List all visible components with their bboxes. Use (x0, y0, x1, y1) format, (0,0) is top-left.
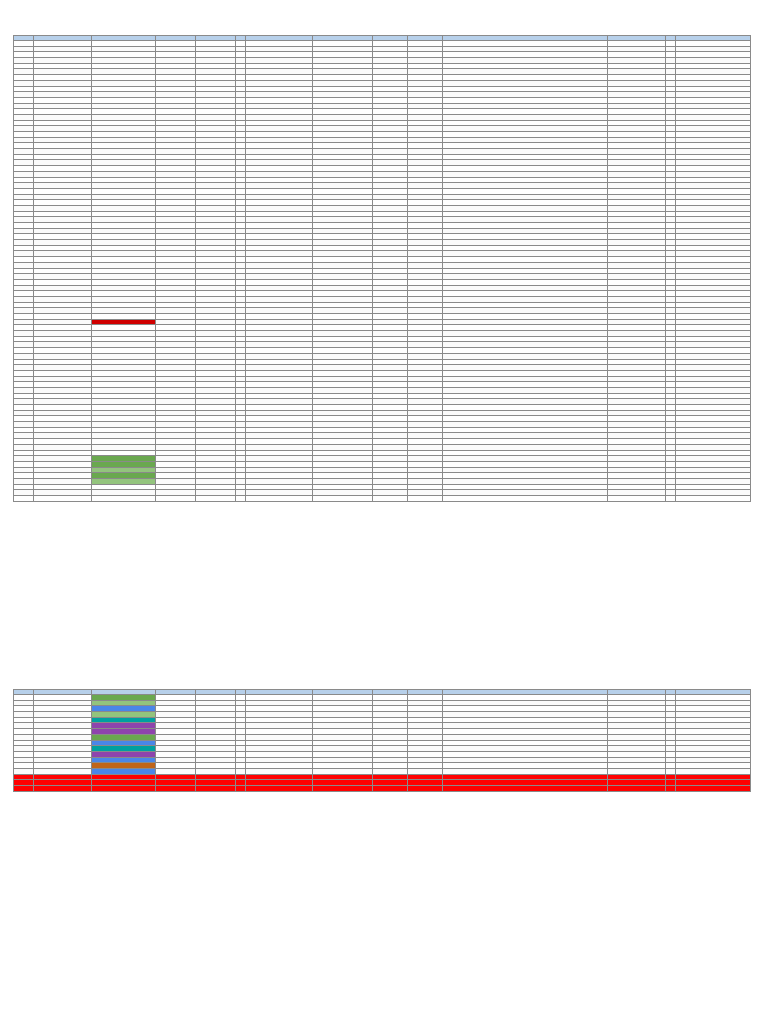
table-cell[interactable] (236, 496, 246, 502)
table-cell[interactable] (408, 496, 443, 502)
table-cell[interactable] (34, 496, 92, 502)
table-cell[interactable] (34, 786, 92, 792)
table-cell[interactable] (156, 786, 196, 792)
table-cell[interactable] (676, 786, 751, 792)
table-cell[interactable] (408, 786, 443, 792)
table-cell[interactable] (14, 786, 34, 792)
table-row (14, 786, 751, 792)
table-cell[interactable] (608, 496, 666, 502)
table-cell[interactable] (92, 786, 156, 792)
table-cell[interactable] (666, 496, 676, 502)
table-cell[interactable] (196, 496, 236, 502)
table-cell[interactable] (92, 496, 156, 502)
table-cell[interactable] (313, 496, 373, 502)
data-table-main (13, 35, 751, 502)
table-cell[interactable] (666, 786, 676, 792)
table-cell[interactable] (246, 496, 313, 502)
data-table-lower (13, 689, 751, 792)
table-cell[interactable] (608, 786, 666, 792)
table-cell[interactable] (313, 786, 373, 792)
table-cell[interactable] (156, 496, 196, 502)
table-cell[interactable] (676, 496, 751, 502)
table-row (14, 496, 751, 502)
table-cell[interactable] (373, 496, 408, 502)
table-cell[interactable] (373, 786, 408, 792)
table-cell[interactable] (14, 496, 34, 502)
table-cell[interactable] (246, 786, 313, 792)
table-cell[interactable] (236, 786, 246, 792)
table-cell[interactable] (443, 786, 608, 792)
table-cell[interactable] (196, 786, 236, 792)
table-cell[interactable] (443, 496, 608, 502)
